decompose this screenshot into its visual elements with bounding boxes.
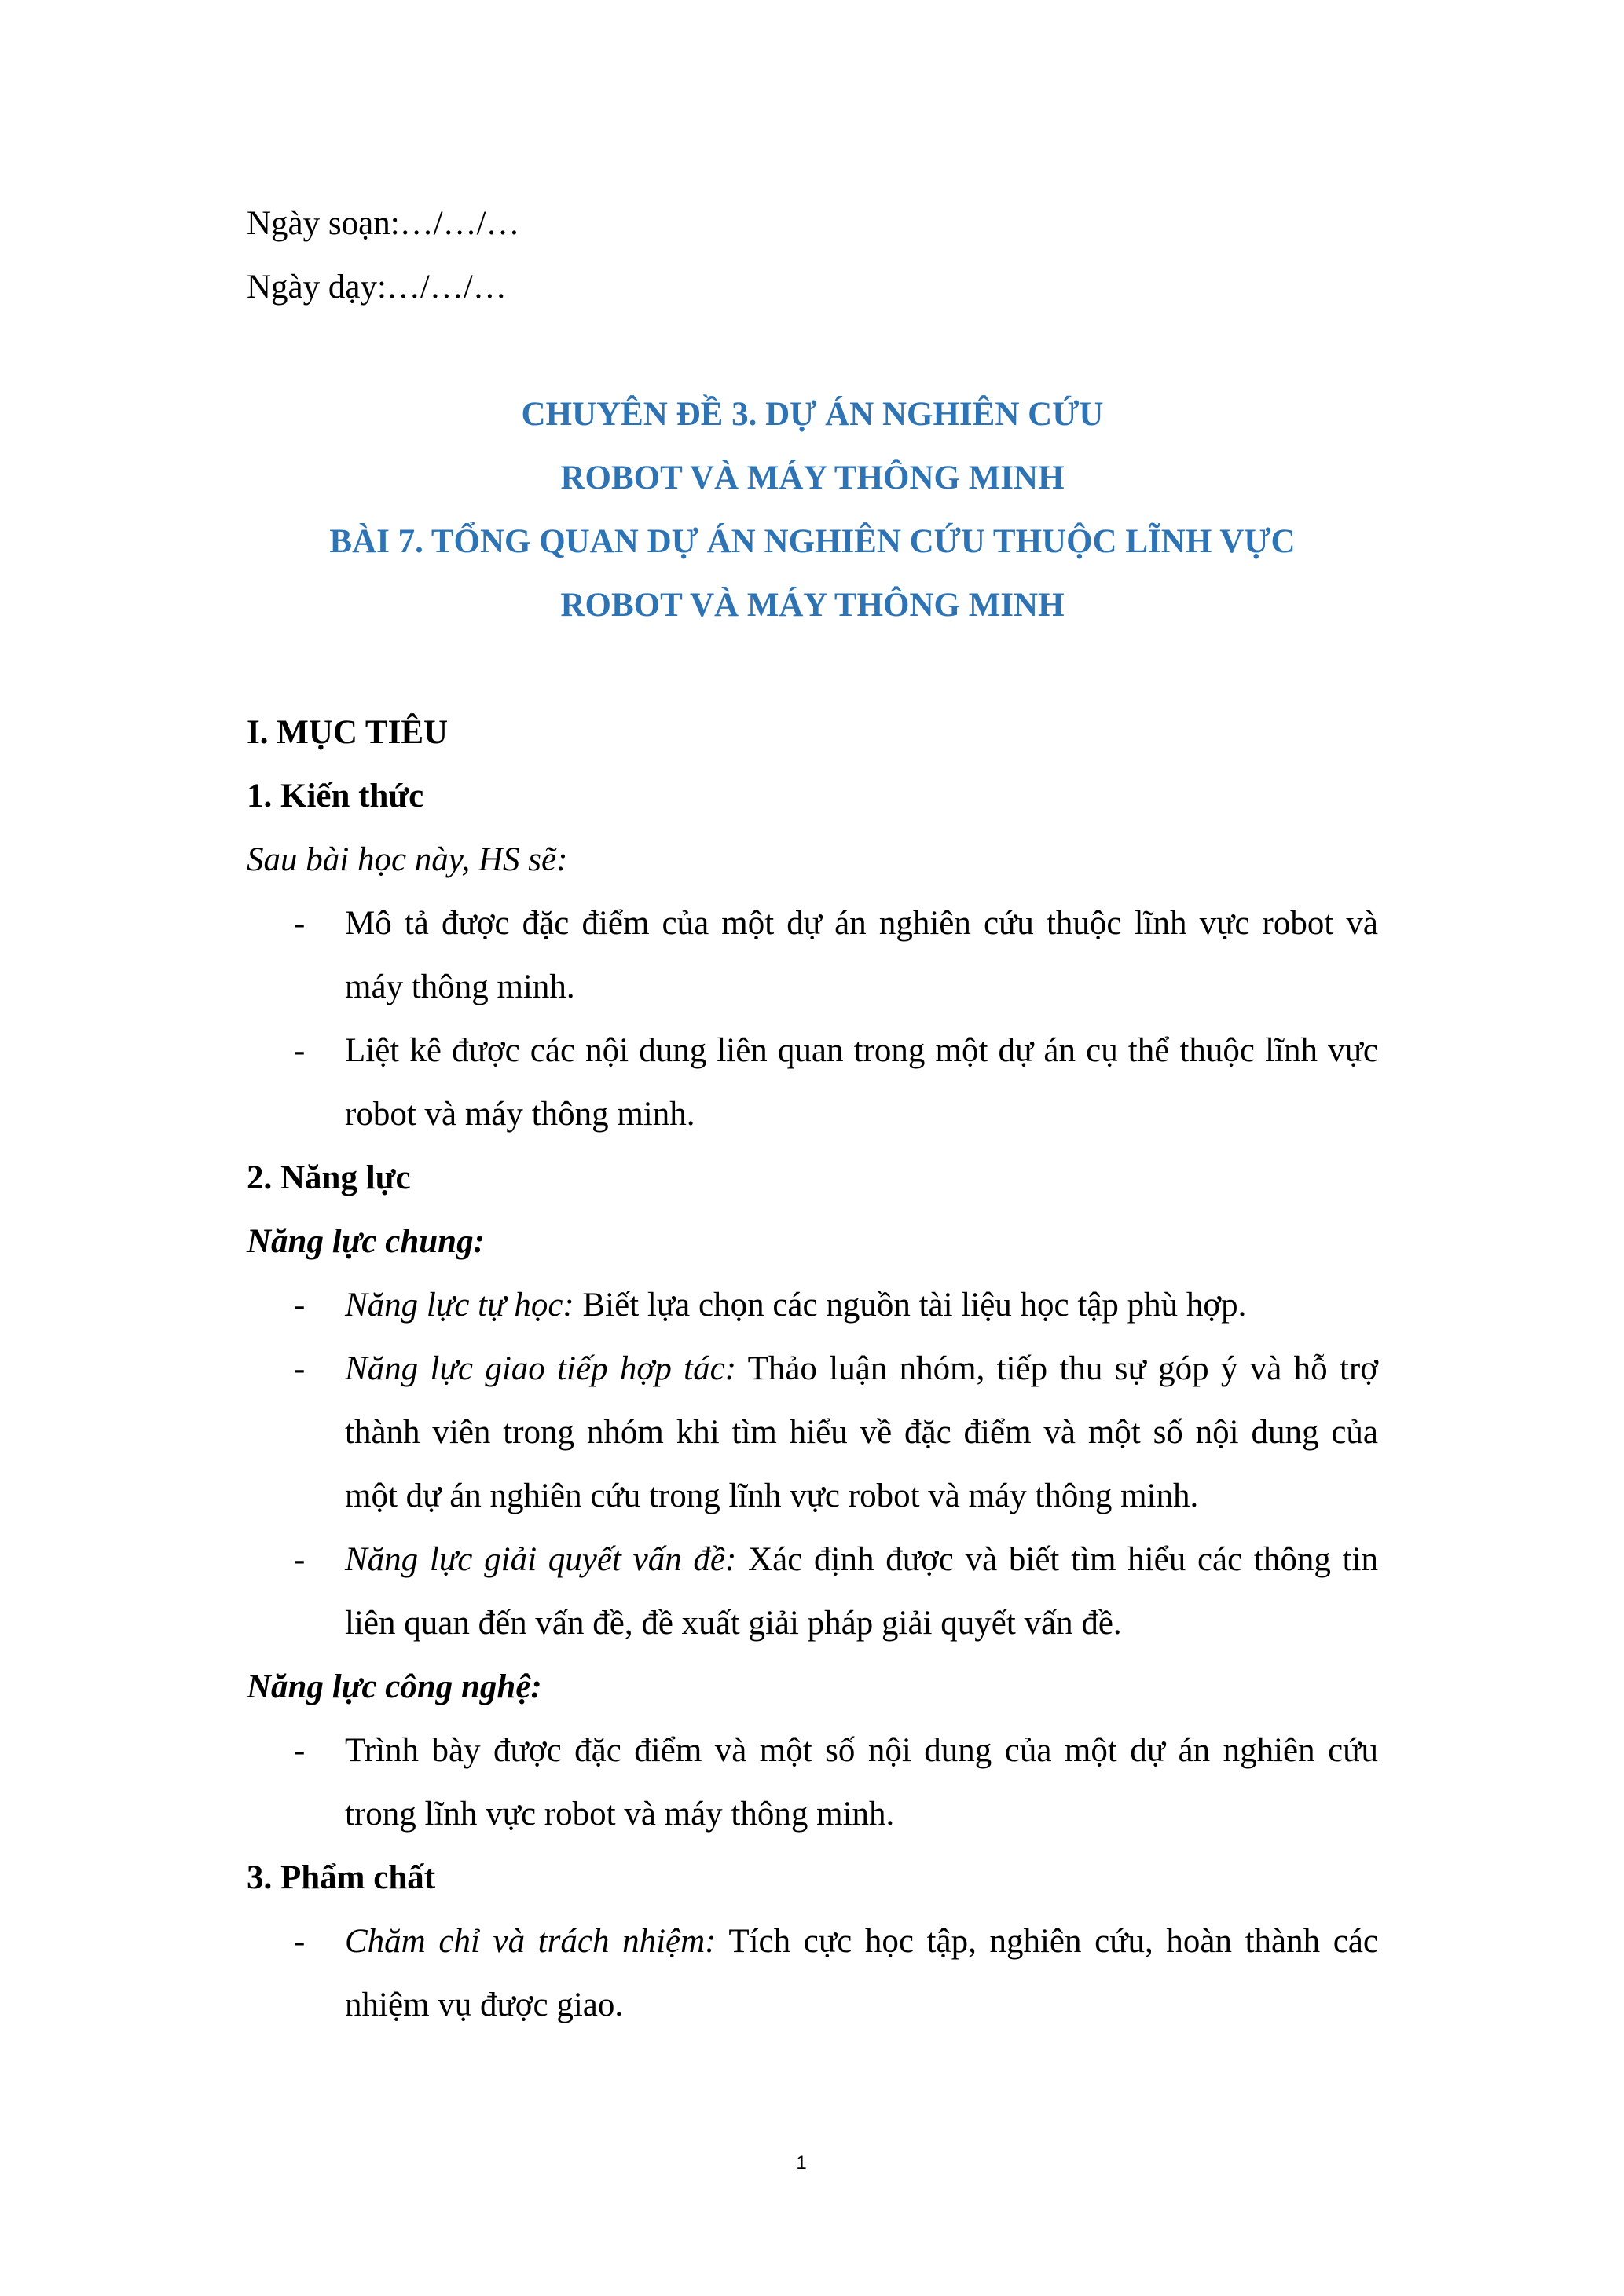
list-item <box>247 1337 1378 1528</box>
dash-bullet: - <box>294 1350 306 1387</box>
list-item-label: Năng lực tự học: <box>345 1287 574 1324</box>
heading-competence: 2. Năng lực <box>247 1159 411 1196</box>
title-line-4: ROBOT VÀ MÁY THÔNG MINH <box>560 587 1065 624</box>
list-item-text: Thảo luận nhóm, tiếp thu sự góp ý và hỗ trợ thành viên trong nhóm khi tìm hiểu về đặc điểm và một số nội dung của một dự án nghiên cứu trong lĩnh vực robot và máy thông minh. <box>345 1350 1378 1514</box>
title-line-3: BÀI 7. TỔNG QUAN DỰ ÁN NGHIÊN CỨU THUỘC LĨNH VỰC <box>329 523 1296 560</box>
general-competence-heading: Năng lực chung: <box>247 1223 485 1260</box>
tech-competence-list <box>247 1719 1378 1846</box>
list-item-label: Chăm chỉ và trách nhiệm: <box>345 1923 717 1960</box>
list-item-text: Biết lựa chọn các nguồn tài liệu học tập phù hợp. <box>574 1287 1247 1324</box>
list-item-text: Liệt kê được các nội dung liên quan trong một dự án cụ thể thuộc lĩnh vực robot và máy thông minh. <box>345 1032 1378 1133</box>
list-item <box>247 1273 1378 1337</box>
lesson-title <box>247 383 1378 637</box>
dash-bullet: - <box>294 1923 306 1960</box>
list-item <box>247 1528 1378 1655</box>
title-line-2: ROBOT VÀ MÁY THÔNG MINH <box>560 460 1065 496</box>
list-item <box>247 1019 1378 1146</box>
list-item-label: Năng lực giải quyết vấn đề: <box>345 1541 737 1578</box>
list-item-text: Mô tả được đặc điểm của một dự án nghiên cứu thuộc lĩnh vực robot và máy thông minh. <box>345 905 1378 1005</box>
teaching-date: Ngày dạy:…/…/… <box>247 269 507 306</box>
qualities-list <box>247 1910 1378 2037</box>
list-item-text: Trình bày được đặc điểm và một số nội dung của một dự án nghiên cứu trong lĩnh vực robot và máy thông minh. <box>345 1732 1378 1833</box>
dash-bullet: - <box>294 905 306 942</box>
list-item-label: Năng lực giao tiếp hợp tác: <box>345 1350 737 1387</box>
knowledge-intro: Sau bài học này, HS sẽ: <box>247 841 568 878</box>
list-item <box>247 1910 1378 2037</box>
list-item-text: Tích cực học tập, nghiên cứu, hoàn thành các nhiệm vụ được giao. <box>345 1923 1378 2023</box>
dash-bullet: - <box>294 1541 306 1578</box>
heading-qualities: 3. Phẩm chất <box>247 1859 436 1896</box>
page-number: 1 <box>796 2152 807 2173</box>
tech-competence-heading: Năng lực công nghệ: <box>247 1668 542 1705</box>
section-heading-objectives: I. MỤC TIÊU <box>247 714 449 751</box>
list-item-text: Xác định được và biết tìm hiểu các thông tin liên quan đến vấn đề, đề xuất giải pháp giải quyết vấn đề. <box>345 1541 1379 1642</box>
general-competence-list <box>247 1273 1378 1655</box>
list-item <box>247 892 1378 1019</box>
heading-knowledge: 1. Kiến thức <box>247 778 424 815</box>
dash-bullet: - <box>294 1732 306 1769</box>
preparation-date: Ngày soạn:…/…/… <box>247 205 520 242</box>
page-content <box>247 192 1378 2037</box>
dash-bullet: - <box>294 1032 306 1069</box>
title-line-1: CHUYÊN ĐỀ 3. DỰ ÁN NGHIÊN CỨU <box>521 396 1104 433</box>
knowledge-list <box>247 892 1378 1146</box>
dash-bullet: - <box>294 1287 306 1324</box>
list-item <box>247 1719 1378 1846</box>
